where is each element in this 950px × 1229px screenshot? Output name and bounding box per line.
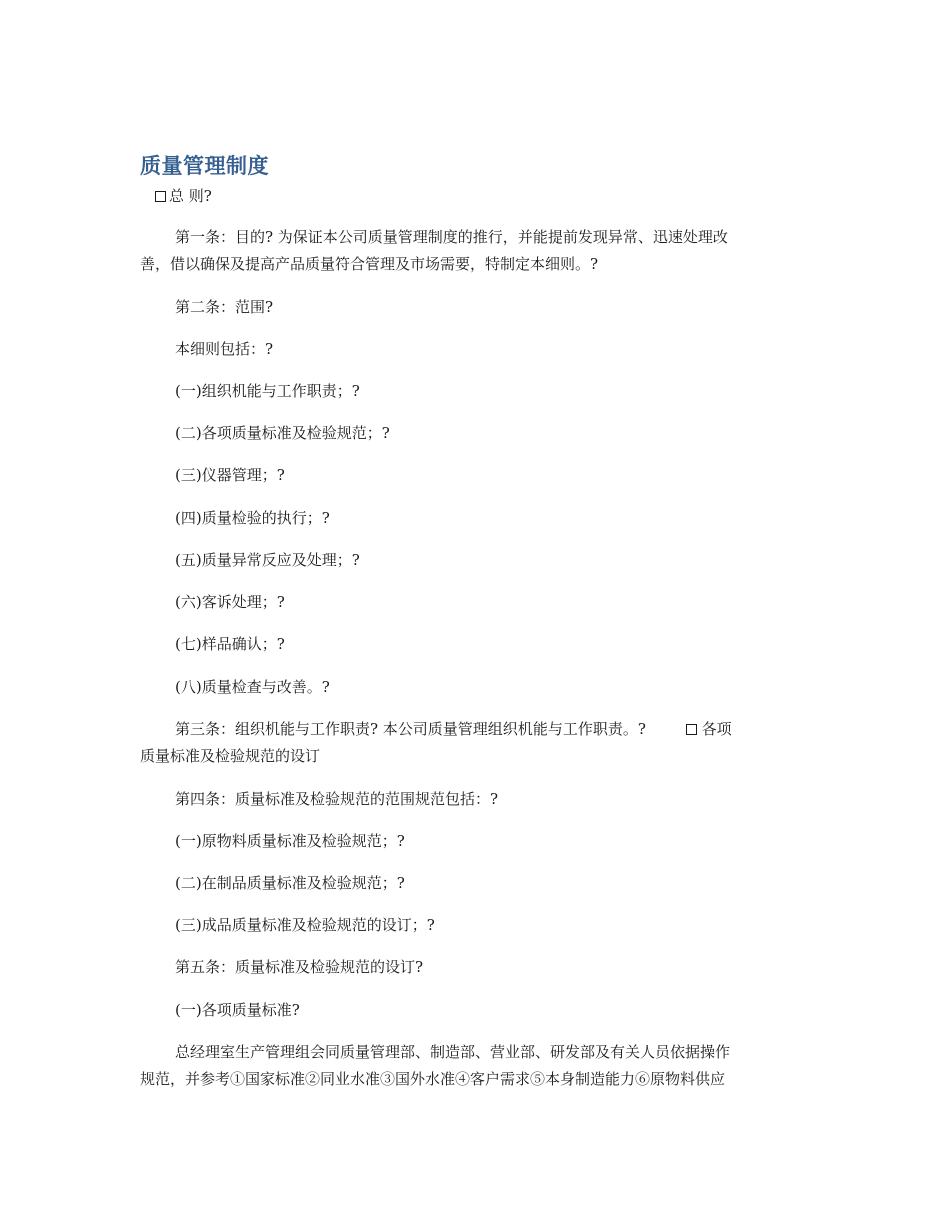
article-5-body-line-1: 总经理室生产管理组会同质量管理部、制造部、营业部、研发部及有关人员依据操作 bbox=[175, 1043, 731, 1061]
article-4-item: (一)原物料质量标准及检验规范；? bbox=[175, 832, 405, 850]
article-5-body-line-2: 规范，并参考①国家标准②同业水准③国外水准④客户需求⑤本身制造能力⑥原物料供应 bbox=[140, 1070, 726, 1088]
section-heading-general-text: 总 则? bbox=[169, 187, 212, 205]
article-2-item: (一)组织机能与工作职责；? bbox=[175, 382, 360, 400]
article-5-heading: 第五条：质量标准及检验规范的设订? bbox=[175, 958, 424, 976]
article-4-heading: 第四条：质量标准及检验规范的范围规范包括：? bbox=[175, 790, 499, 808]
checkbox-icon bbox=[686, 724, 697, 735]
article-2-heading: 第二条：范围? bbox=[175, 298, 274, 316]
article-2-item: (六)客诉处理；? bbox=[175, 593, 285, 611]
section-2-heading-part-2: 质量标准及检验规范的设订 bbox=[140, 747, 321, 765]
article-2-item: (七)样品确认；? bbox=[175, 635, 285, 653]
article-2-item: (二)各项质量标准及检验规范；? bbox=[175, 424, 390, 442]
checkbox-icon bbox=[155, 191, 166, 202]
article-4-item: (二)在制品质量标准及检验规范；? bbox=[175, 874, 405, 892]
article-2-item: (三)仪器管理；? bbox=[175, 466, 285, 484]
article-2-item: (四)质量检验的执行；? bbox=[175, 509, 330, 527]
article-2-intro: 本细则包括：? bbox=[175, 340, 274, 358]
article-3-line-1 bbox=[175, 719, 732, 739]
article-3-text: 第三条：组织机能与工作职责? 本公司质量管理组织机能与工作职责。? bbox=[175, 720, 646, 738]
article-4-item: (三)成品质量标准及检验规范的设订；? bbox=[175, 916, 435, 934]
document-title: 质量管理制度 bbox=[140, 154, 269, 178]
article-5-item-1: (一)各项质量标准? bbox=[175, 1001, 300, 1019]
article-1-line-1: 第一条：目的? 为保证本公司质量管理制度的推行，并能提前发现异常、迅速处理改 bbox=[175, 228, 728, 246]
section-heading-general bbox=[155, 186, 212, 206]
article-1-line-2: 善，借以确保及提高产品质量符合管理及市场需要，特制定本细则。? bbox=[140, 255, 599, 273]
article-2-item: (八)质量检查与改善。? bbox=[175, 678, 330, 696]
article-2-item: (五)质量异常反应及处理；? bbox=[175, 551, 360, 569]
section-2-heading-part-1: 各项 bbox=[701, 720, 732, 738]
